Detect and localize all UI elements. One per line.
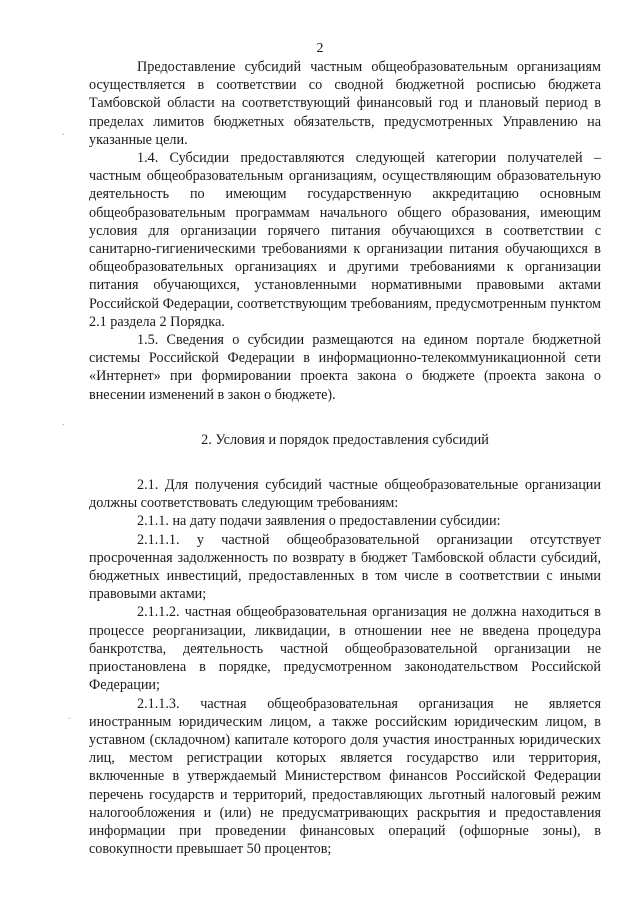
scan-mark: . xyxy=(62,417,65,428)
paragraph-2-1-1-1: 2.1.1.1. у частной общеобразовательной организации отсутствует просроченная задолженность по возврату в бюджет Тамбовской области субсидий, бюджетных инвестиций, предоставленных в том числе в соответствии с иными правовыми актами; xyxy=(89,531,601,603)
document-body xyxy=(89,58,601,858)
section-heading: 2. Условия и порядок предоставления субсидий xyxy=(201,431,489,448)
paragraph-2-1-1: 2.1.1. на дату подачи заявления о предоставлении субсидии: xyxy=(137,513,501,530)
paragraph-2-1-1-2: 2.1.1.2. частная общеобразовательная организация не должна находиться в процессе реорганизации, ликвидации, в отношении нее не введена процедура банкротства, деятельность частной общеобразовательной организации не приостановлена в порядке, предусмотренном законодательством Российской Федерации; xyxy=(89,604,601,694)
page-number: 2 xyxy=(316,41,324,56)
paragraph-1-4: 1.4. Субсидии предоставляются следующей категории получателей – частным общеобразовательным организациям, осуществляющим образовательную деятельность по имеющим государственную аккредитацию основным общеобразовательным программам начального общего образования, имеющим условия для организации горячего питания обучающихся в соответствии с санитарно-гигиеническими требованиями к организации питания обучающихся в общеобразовательных организациях и другими требованиями к организации питания обучающихся, установленными нормативными правовыми актами Российской Федерации, соответствующим требованиям, предусмотренным пунктом 2.1 раздела 2 Порядка. xyxy=(89,150,601,330)
paragraph-2-1: 2.1. Для получения субсидий частные общеобразовательные организации должны соответствовать следующим требованиям: xyxy=(89,477,601,512)
paragraph: Предоставление субсидий частным общеобразовательным организациям осуществляется в соответствии со сводной бюджетной росписью бюджета Тамбовской области на соответствующий финансовый год и плановый период в пределах лимитов бюджетных обязательств, предусмотренных Управлению на указанные цели. xyxy=(89,59,601,148)
scan-mark: . xyxy=(62,127,65,138)
paragraph-2-1-1-3: 2.1.1.3. частная общеобразовательная организация не является иностранным юридическим лицом, а также российским юридическим лицом, в уставном (складочном) капитале которого доля участия иностранных юридических лиц, местом регистрации которых является государство или территория, включенные в утверждаемый Министерством финансов Российской Федерации перечень государств и территорий, предоставляющих льготный налоговый режим налогообложения и (или) не предусматривающих раскрытия и предоставления информации при проведении финансовых операций (офшорные зоны), в совокупности превышает 50 процентов; xyxy=(89,695,601,858)
scan-mark: . xyxy=(68,711,71,722)
paragraph-1-5: 1.5. Сведения о субсидии размещаются на едином портале бюджетной системы Российской Федерации в информационно-телекоммуникационной сети «Интернет» при формировании проекта закона о бюджете (проекта закона о внесении изменений в закон о бюджете). xyxy=(89,332,601,403)
